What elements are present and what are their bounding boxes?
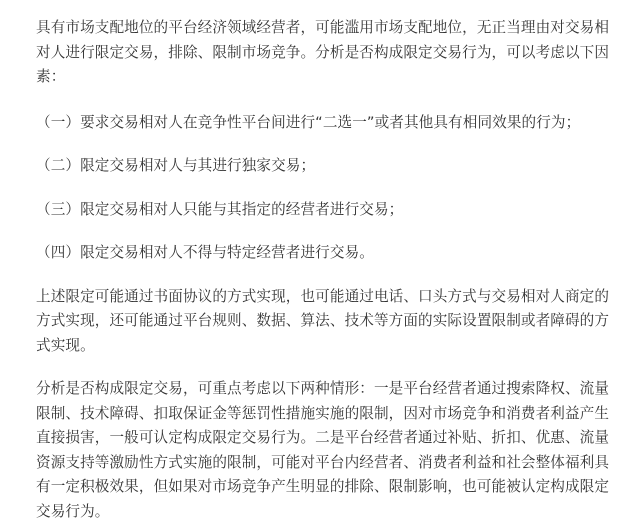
document-body: [36, 16, 622, 524]
analysis-paragraph: 分析是否构成限定交易，可重点考虑以下两种情形：一是平台经营者通过搜索降权、流量限制、技术障碍、扣取保证金等惩罚性措施实施的限制，因对市场竞争和消费者利益产生直接损害，一般可认定构成限定交易行为。二是平台经营者通过补贴、折扣、优惠、流量资源支持等激励性方式实施的限制，可能对平台内经营者、消费者利益和社会整体福利具有一定积极效果，但如果对市场竞争产生明显的排除、限制影响，也可能被认定构成限定交易行为。: [36, 380, 610, 520]
intro-paragraph: 具有市场支配地位的平台经济领域经营者，可能滥用市场支配地位，无正当理由对交易相对人进行限定交易，排除、限制市场竞争。分析是否构成限定交易行为，可以考虑以下因素：: [36, 19, 610, 85]
factor-item-4: （四）限定交易相对人不得与特定经营者进行交易。: [36, 244, 374, 261]
methods-paragraph: 上述限定可能通过书面协议的方式实现，也可能通过电话、口头方式与交易相对人商定的方式实现，还可能通过平台规则、数据、算法、技术等方面的实际设置限制或者障碍的方式实现。: [36, 287, 610, 354]
factor-item-3: （三）限定交易相对人只能与其指定的经营者进行交易；: [36, 200, 404, 218]
factor-item-1: （一）要求交易相对人在竞争性平台间进行“二选一”或者其他具有相同效果的行为；: [36, 113, 581, 131]
factor-item-2: （二）限定交易相对人与其进行独家交易；: [36, 157, 316, 174]
